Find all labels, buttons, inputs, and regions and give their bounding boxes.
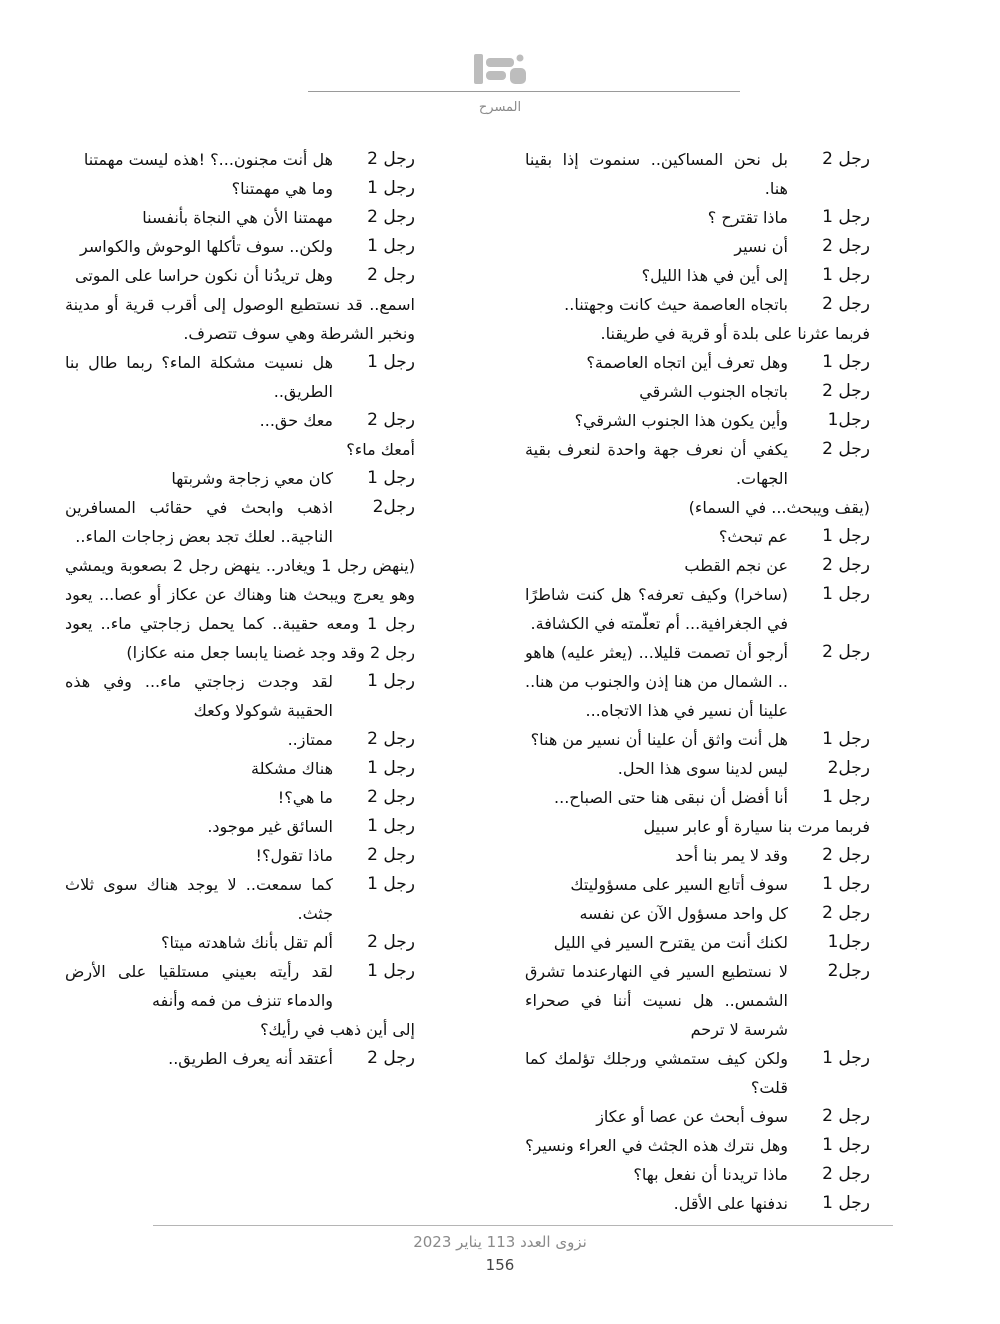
speaker-label: رجل 1 — [367, 758, 415, 778]
speaker-label: رجل1 — [827, 410, 870, 430]
section-title: المسرح — [478, 100, 522, 115]
page-number: 156 — [485, 1256, 515, 1274]
dialogue-text: ماذا تريدنا أن نفعل بها؟ — [633, 1165, 788, 1184]
dialogue-line — [65, 435, 415, 464]
speaker-label: رجل 2 — [822, 845, 870, 865]
speaker-label: رجل 2 — [367, 265, 415, 285]
dialogue-text: هل نسيت مشكلة الماء؟ ربما طال بنا الطريق.. — [65, 353, 333, 401]
dialogue-line — [525, 1131, 870, 1160]
speaker-label: رجل 1 — [822, 207, 870, 227]
speaker-label: رجل 1 — [367, 352, 415, 372]
speaker-label: رجل 1 — [367, 961, 415, 981]
dialogue-line — [525, 522, 870, 551]
speaker-label: رجل2 — [372, 497, 415, 517]
speaker-label: رجل 1 — [367, 874, 415, 894]
dialogue-text: ما هي؟! — [277, 788, 333, 807]
dialogue-text: عن نجم القطب — [684, 556, 788, 575]
dialogue-text: وهل تريدُنا أن نكون حراسا على الموتى — [74, 266, 333, 285]
speaker-label: رجل 2 — [822, 1106, 870, 1126]
speaker-label: رجل 1 — [822, 584, 870, 604]
dialogue-text: لقد رأيته بعيني مستلقيا على الأرض والدماء تنزف من فمه وأنفه — [65, 962, 333, 1010]
dialogue-text: كما سمعت.. لا يوجد هناك سوى ثلاث جثث. — [65, 875, 333, 923]
dialogue-text: باتجاه العاصمة حيث كانت وجهتنا.. — [564, 295, 788, 314]
dialogue-text: كان معي زجاجة وشربتها — [171, 469, 333, 488]
speaker-label: رجل 2 — [367, 729, 415, 749]
dialogue-line — [525, 638, 870, 725]
dialogue-line — [65, 812, 415, 841]
dialogue-line — [65, 551, 415, 667]
speaker-label: رجل 2 — [822, 642, 870, 662]
dialogue-line — [65, 145, 415, 174]
continuation-text: أمعك ماء؟ — [346, 440, 415, 459]
dialogue-line — [525, 261, 870, 290]
speaker-label: رجل 1 — [367, 671, 415, 691]
dialogue-line — [65, 203, 415, 232]
speaker-label: رجل 2 — [367, 787, 415, 807]
dialogue-text: (ساخرا) وكيف تعرفه؟ هل كنت شاطرًا في الجغرافية... أم تعلّمته في الكشافة. — [525, 585, 788, 633]
dialogue-text: وهل نترك هذه الجثث في العراء ونسير؟ — [525, 1136, 788, 1155]
dialogue-line — [65, 870, 415, 928]
footer-rule — [153, 1225, 893, 1226]
speaker-label: رجل 2 — [367, 932, 415, 952]
dialogue-text: ماذا تقترح ؟ — [707, 208, 788, 227]
dialogue-line — [525, 754, 870, 783]
speaker-label: رجل 2 — [822, 439, 870, 459]
dialogue-text: ماذا تقول؟! — [255, 846, 333, 865]
dialogue-line — [65, 290, 415, 348]
dialogue-line — [525, 783, 870, 812]
speaker-label: رجل 1 — [822, 1048, 870, 1068]
dialogue-line — [525, 1160, 870, 1189]
dialogue-text: بل نحن المساكين.. سنموت إذا بقينا هنا. — [525, 150, 788, 198]
dialogue-line — [525, 493, 870, 522]
dialogue-text: أن نسير — [734, 237, 788, 256]
speaker-label: رجل 2 — [822, 236, 870, 256]
dialogue-text: هل أنت مجنون...؟ !هذه ليست مهمتنا — [83, 150, 333, 169]
header-rule — [308, 91, 740, 92]
dialogue-text: اذهب وابحث في حقائب المسافرين الناجية.. لعلك تجد بعض زجاجات الماء.. — [65, 498, 333, 546]
speaker-label: رجل2 — [827, 961, 870, 981]
issue-info: نزوى العدد 113 يناير 2023 — [413, 1233, 587, 1251]
speaker-label: رجل 2 — [822, 149, 870, 169]
speaker-label: رجل 1 — [822, 874, 870, 894]
dialogue-line — [525, 841, 870, 870]
speaker-label: رجل 1 — [822, 787, 870, 807]
right-column — [525, 145, 870, 1218]
speaker-label: رجل 2 — [367, 1048, 415, 1068]
dialogue-text: أنا أفضل أن نبقى هنا حتى الصباح... — [554, 788, 788, 807]
dialogue-text: هناك مشكلة — [251, 759, 333, 778]
speaker-label: رجل 1 — [822, 352, 870, 372]
dialogue-line — [65, 493, 415, 551]
dialogue-line — [525, 928, 870, 957]
dialogue-line — [525, 319, 870, 348]
dialogue-line — [525, 1189, 870, 1218]
speaker-label: رجل 1 — [367, 816, 415, 836]
dialogue-line — [525, 899, 870, 928]
dialogue-line — [525, 1044, 870, 1102]
dialogue-text: مهمتنا الأن هي النجاة بأنفسنا — [142, 208, 333, 227]
dialogue-line — [525, 406, 870, 435]
dialogue-text: ولكن كيف ستمشي ورجلك تؤلمك كما قلت؟ — [525, 1049, 788, 1097]
dialogue-text: وهل تعرف أين اتجاه العاصمة؟ — [586, 353, 788, 372]
dialogue-line — [525, 870, 870, 899]
continuation-text: اسمع.. قد نستطيع الوصول إلى أقرب قرية أو مدينة ونخبر الشرطة وهي سوف تتصرف. — [65, 295, 415, 343]
dialogue-text: سوف أبحث عن عصا أو عكاز — [596, 1107, 788, 1126]
dialogue-text: أعتقد أنه يعرف الطريق.. — [168, 1049, 333, 1068]
dialogue-text: وقد لا يمر بنا أحد — [675, 846, 788, 865]
continuation-text: فربما عثرنا على بلدة أو قرية في طريقنا. — [600, 324, 870, 343]
dialogue-line — [65, 754, 415, 783]
dialogue-line — [525, 377, 870, 406]
dialogue-line — [525, 812, 870, 841]
dialogue-text: لا نستطيع السير في النهارعندما تشرق الشمس.. هل نسيت أننا في صحراء شرسة لا ترحم — [525, 962, 788, 1039]
dialogue-text: معك حق... — [259, 411, 333, 430]
speaker-label: رجل 2 — [822, 294, 870, 314]
speaker-label: رجل 2 — [367, 207, 415, 227]
dialogue-line — [525, 725, 870, 754]
left-column — [65, 145, 415, 1073]
dialogue-line — [65, 725, 415, 754]
speaker-label: رجل 2 — [367, 149, 415, 169]
speaker-label: رجل 1 — [822, 1135, 870, 1155]
dialogue-text: السائق غير موجود. — [207, 817, 333, 836]
speaker-label: رجل 1 — [822, 526, 870, 546]
speaker-label: رجل1 — [827, 932, 870, 952]
dialogue-line — [525, 1102, 870, 1131]
dialogue-line — [525, 348, 870, 377]
speaker-label: رجل2 — [827, 758, 870, 778]
dialogue-line — [65, 232, 415, 261]
dialogue-line — [525, 203, 870, 232]
dialogue-text: عم تبحث؟ — [718, 527, 788, 546]
dialogue-line — [65, 957, 415, 1015]
dialogue-line — [65, 783, 415, 812]
dialogue-text: لكنك أنت من يقترح السير في الليل — [553, 933, 788, 952]
dialogue-line — [65, 1044, 415, 1073]
speaker-label: رجل 2 — [822, 555, 870, 575]
speaker-label: رجل 2 — [822, 903, 870, 923]
dialogue-text: أرجو أن تصمت قليلا... (يعثر عليه) هاهو .. الشمال من هنا إذن والجنوب من هنا.. علينا أن نسير في هذا الاتجاه... — [525, 643, 788, 720]
speaker-label: رجل 1 — [367, 468, 415, 488]
speaker-label: رجل 2 — [367, 845, 415, 865]
dialogue-text: وأين يكون هذا الجنوب الشرقي؟ — [574, 411, 788, 430]
dialogue-text: لقد وجدت زجاجتي ماء... وفي هذه الحقيبة شوكولا وكعك — [65, 672, 333, 720]
dialogue-text: ندفنها على الأقل. — [673, 1194, 788, 1213]
dialogue-line — [525, 435, 870, 493]
speaker-label: رجل 2 — [367, 410, 415, 430]
dialogue-line — [525, 551, 870, 580]
dialogue-line — [65, 464, 415, 493]
dialogue-text: باتجاه الجنوب الشرقي — [639, 382, 788, 401]
dialogue-line — [525, 145, 870, 203]
dialogue-text: سوف أتابع السير على مسؤوليتك — [570, 875, 788, 894]
dialogue-text: وما هي مهمتنا؟ — [231, 179, 333, 198]
dialogue-text: إلى أين في هذا الليل؟ — [641, 266, 788, 285]
speaker-label: رجل 1 — [822, 1193, 870, 1213]
dialogue-text: كل واحد مسؤول الآن عن نفسه — [579, 904, 788, 923]
dialogue-line — [65, 667, 415, 725]
dialogue-line — [65, 406, 415, 435]
dialogue-line — [65, 841, 415, 870]
speaker-label: رجل 2 — [822, 381, 870, 401]
dialogue-line — [65, 1015, 415, 1044]
dialogue-text: ممتاز.. — [287, 730, 333, 749]
speaker-label: رجل 1 — [367, 178, 415, 198]
dialogue-line — [525, 580, 870, 638]
dialogue-line — [65, 348, 415, 406]
continuation-text: فربما مرت بنا سيارة أو عابر سبيل — [643, 817, 870, 836]
dialogue-line — [65, 928, 415, 957]
nizwa-logo — [470, 48, 530, 92]
speaker-label: رجل 1 — [367, 236, 415, 256]
speaker-label: رجل 1 — [822, 265, 870, 285]
continuation-text: إلى أين ذهب في رأيك؟ — [260, 1020, 415, 1039]
continuation-text: (يقف ويبحث... في السماء) — [688, 498, 870, 517]
speaker-label: رجل 2 — [822, 1164, 870, 1184]
continuation-text: (ينهض رجل 1 ويغادر.. ينهض رجل 2 بصعوبة ويمشي وهو يعرج ويبحث هنا وهناك عن عكاز أو عصا... يعود رجل 1 ومعه حقيبة.. كما يحمل زجاجتي ماء.. يعود رجل 2 وقد وجد غصنا يابسا جعل منه عكازا) — [65, 556, 415, 662]
dialogue-line — [65, 261, 415, 290]
dialogue-text: ليس لدينا سوى هذا الحل. — [617, 759, 788, 778]
dialogue-line — [525, 232, 870, 261]
dialogue-line — [525, 957, 870, 1044]
speaker-label: رجل 1 — [822, 729, 870, 749]
dialogue-text: يكفي أن نعرف جهة واحدة لنعرف بقية الجهات. — [525, 440, 788, 488]
dialogue-line — [65, 174, 415, 203]
dialogue-text: ولكن.. سوف تأكلها الوحوش والكواسر — [80, 237, 333, 256]
dialogue-text: هل أنت واثق أن علينا أن نسير من هنا؟ — [530, 730, 788, 749]
dialogue-line — [525, 290, 870, 319]
dialogue-text: ألم تقل بأنك شاهدته ميتا؟ — [161, 933, 333, 952]
